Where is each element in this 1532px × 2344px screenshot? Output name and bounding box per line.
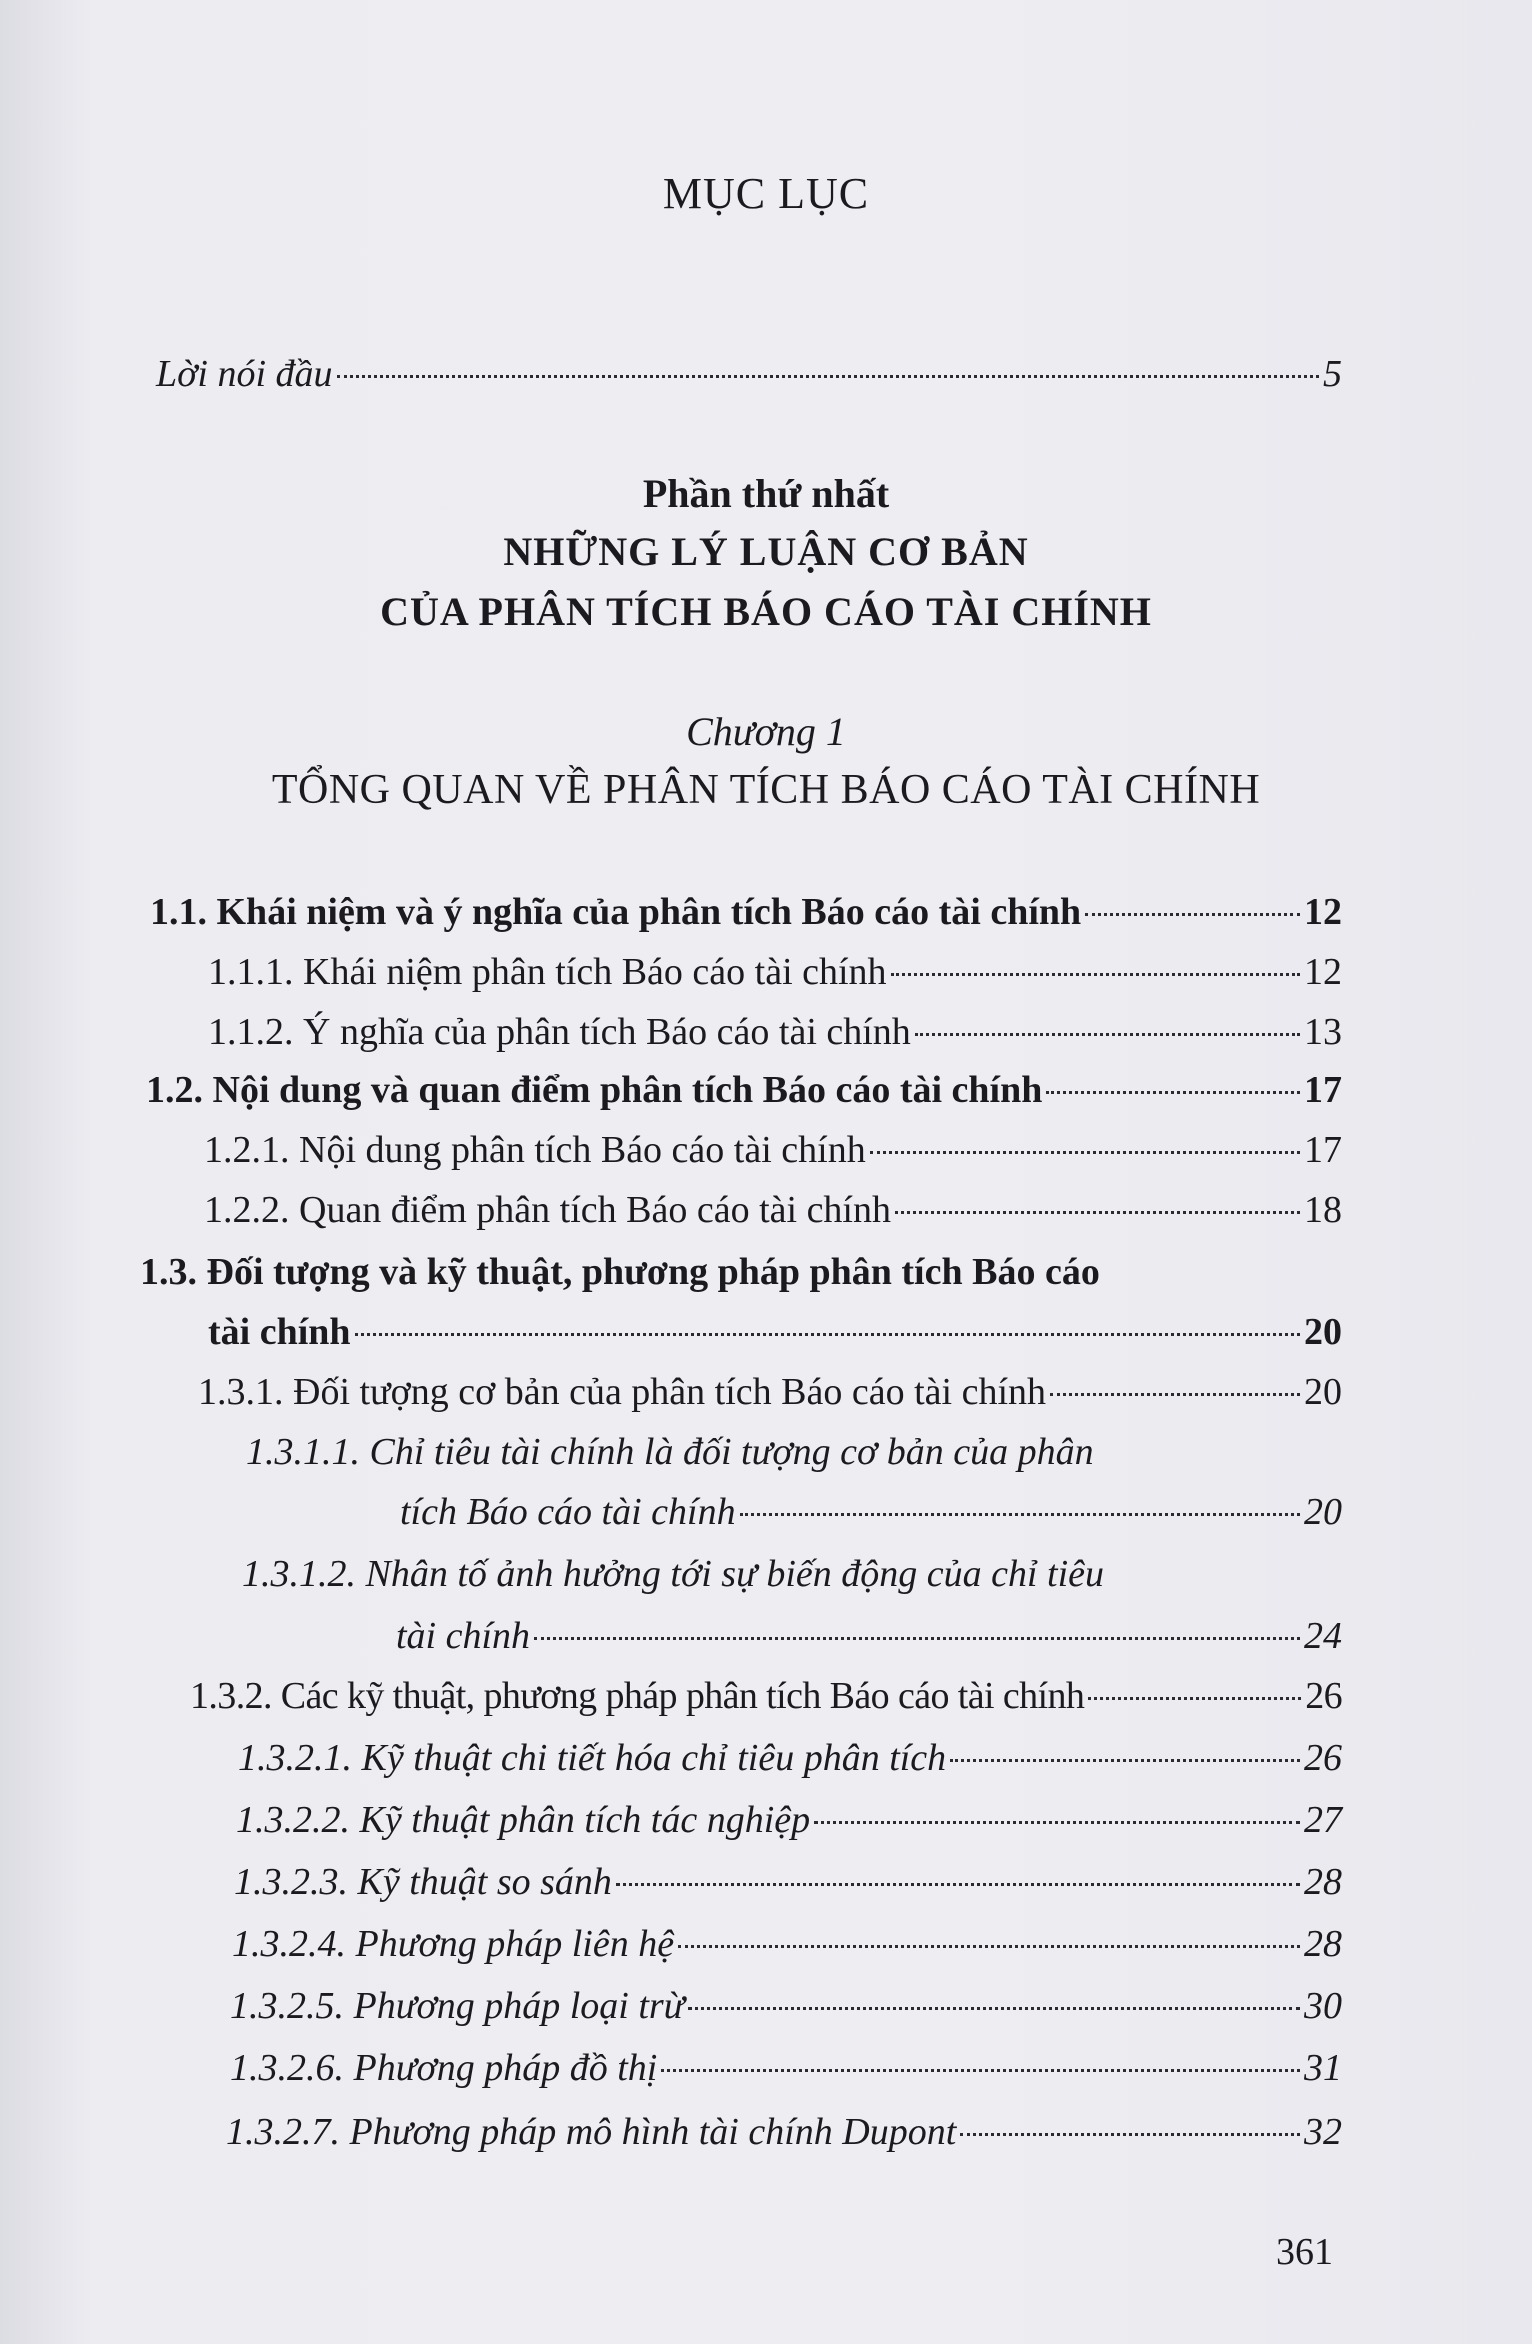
toc-entry-1-3-1-2[interactable] [396,1614,1342,1664]
toc-entry-1-3-2-4[interactable] [232,1922,1342,1972]
toc-entry-1-3-2-1[interactable] [238,1736,1342,1786]
toc-entry-1-1-1[interactable] [208,950,1342,1000]
part-label: Phần thứ nhất [642,471,890,516]
toc-entry-page: 5 [1323,353,1342,395]
toc-entry-page: 20 [1304,1491,1342,1533]
page-number: 361 [1276,2231,1333,2273]
chapter-title: TỔNG QUAN VỀ PHÂN TÍCH BÁO CÁO TÀI CHÍNH [271,767,1261,813]
toc-entry-page: 12 [1304,891,1342,933]
toc-entry-page: 26 [1304,1737,1342,1779]
toc-entry-1-3-2[interactable] [190,1674,1342,1724]
toc-title: MỤC LỤC [662,169,870,218]
dot-leader [740,1513,1300,1516]
dot-leader [616,1883,1300,1886]
dot-leader [1050,1393,1300,1396]
toc-entry-page: 17 [1304,1129,1342,1171]
toc-entry-label: tài chính [396,1615,531,1657]
dot-leader [950,1759,1300,1762]
toc-entry-label: 1.3.2.1. Kỹ thuật chi tiết hóa chỉ tiêu phân tích [238,1737,947,1779]
toc-entry-1-3-1-1-line1[interactable]: 1.3.1.1. Chỉ tiêu tài chính là đối tượng cơ bản của phân [246,1431,1094,1473]
toc-entry-page: 28 [1304,1923,1342,1965]
dot-leader [1046,1091,1300,1094]
toc-entry-1-2-1[interactable] [204,1128,1342,1178]
toc-entry-1-2-2[interactable] [204,1188,1342,1238]
toc-entry-label: 1.2.2. Quan điểm phân tích Báo cáo tài chính [204,1189,891,1231]
toc-entry-label: 1.1. Khái niệm và ý nghĩa của phân tích Báo cáo tài chính [150,891,1082,933]
toc-entry-1-3-2-5[interactable] [230,1984,1342,2034]
toc-entry-page: 20 [1304,1371,1342,1413]
toc-entry-1-3-2-6[interactable] [230,2046,1342,2096]
toc-entry-label: 1.3.2.4. Phương pháp liên hệ [232,1923,675,1965]
toc-entry-label: tài chính [208,1311,351,1353]
dot-leader [355,1333,1300,1336]
toc-entry-1-3-line1[interactable]: 1.3. Đối tượng và kỹ thuật, phương pháp phân tích Báo cáo [140,1251,1100,1293]
dot-leader [960,2133,1300,2136]
toc-entry-page: 17 [1304,1069,1342,1111]
dot-leader [534,1637,1300,1640]
dot-leader [814,1821,1300,1824]
toc-entry-page: 24 [1304,1615,1342,1657]
toc-entry-page: 27 [1304,1799,1342,1841]
toc-entry-page: 18 [1304,1189,1342,1231]
dot-leader [1085,913,1300,916]
dot-leader [891,973,1300,976]
dot-leader [661,2069,1300,2072]
dot-leader [895,1211,1300,1214]
toc-entry-1-3[interactable] [208,1310,1342,1360]
toc-entry-label: 1.3.2.5. Phương pháp loại trừ [230,1985,685,2027]
toc-entry-label: 1.2.1. Nội dung phân tích Báo cáo tài chính [204,1129,866,1171]
toc-entry-label: 1.3.2.6. Phương pháp đồ thị [230,2047,658,2089]
dot-leader [915,1033,1300,1036]
dot-leader [678,1945,1300,1948]
toc-entry-1-1[interactable] [150,890,1342,940]
toc-entry-1-1-2[interactable] [208,1010,1342,1060]
toc-entry-1-3-1[interactable] [198,1370,1342,1420]
toc-entry-label: 1.3.1. Đối tượng cơ bản của phân tích Báo cáo tài chính [198,1371,1047,1413]
toc-entry-page: 26 [1305,1675,1342,1717]
toc-entry-page: 32 [1304,2111,1342,2153]
toc-entry-label: Lời nói đầu [156,353,333,395]
dot-leader [870,1151,1300,1154]
toc-entry-page: 13 [1304,1011,1342,1053]
toc-entry-1-3-1-2-line1[interactable]: 1.3.1.2. Nhân tố ảnh hưởng tới sự biến động của chỉ tiêu [242,1553,1105,1595]
toc-entry-page: 28 [1304,1861,1342,1903]
dot-leader [688,2007,1300,2010]
toc-entry-label: tích Báo cáo tài chính [400,1491,736,1533]
toc-entry-1-3-2-3[interactable] [234,1860,1342,1910]
toc-entry-1-3-1-1[interactable] [400,1490,1342,1540]
toc-entry-1-3-2-7[interactable] [226,2110,1342,2160]
toc-entry-label: 1.3.2.2. Kỹ thuật phân tích tác nghiệp [236,1799,811,1841]
dot-leader [1088,1697,1301,1700]
toc-entry-preface[interactable] [156,352,1342,402]
chapter-label: Chương 1 [686,709,846,754]
toc-entry-1-2[interactable] [146,1068,1342,1118]
toc-entry-label: 1.3.2. Các kỹ thuật, phương pháp phân tích Báo cáo tài chính [190,1675,1085,1717]
part-title-line2: CỦA PHÂN TÍCH BÁO CÁO TÀI CHÍNH [380,589,1152,634]
part-title-line1: NHỮNG LÝ LUẬN CƠ BẢN [503,529,1029,574]
dot-leader [337,375,1319,378]
toc-entry-label: 1.1.2. Ý nghĩa của phân tích Báo cáo tài chính [208,1011,911,1053]
toc-entry-page: 12 [1304,951,1342,993]
toc-entry-page: 30 [1304,1985,1342,2027]
toc-entry-label: 1.1.1. Khái niệm phân tích Báo cáo tài chính [208,951,887,993]
toc-entry-label: 1.3.2.7. Phương pháp mô hình tài chính Dupont [226,2111,957,2153]
toc-entry-page: 31 [1304,2047,1342,2089]
toc-entry-1-3-2-2[interactable] [236,1798,1342,1848]
toc-entry-label: 1.2. Nội dung và quan điểm phân tích Báo cáo tài chính [146,1069,1043,1111]
toc-entry-page: 20 [1304,1311,1342,1353]
toc-entry-label: 1.3.2.3. Kỹ thuật so sánh [234,1861,612,1903]
